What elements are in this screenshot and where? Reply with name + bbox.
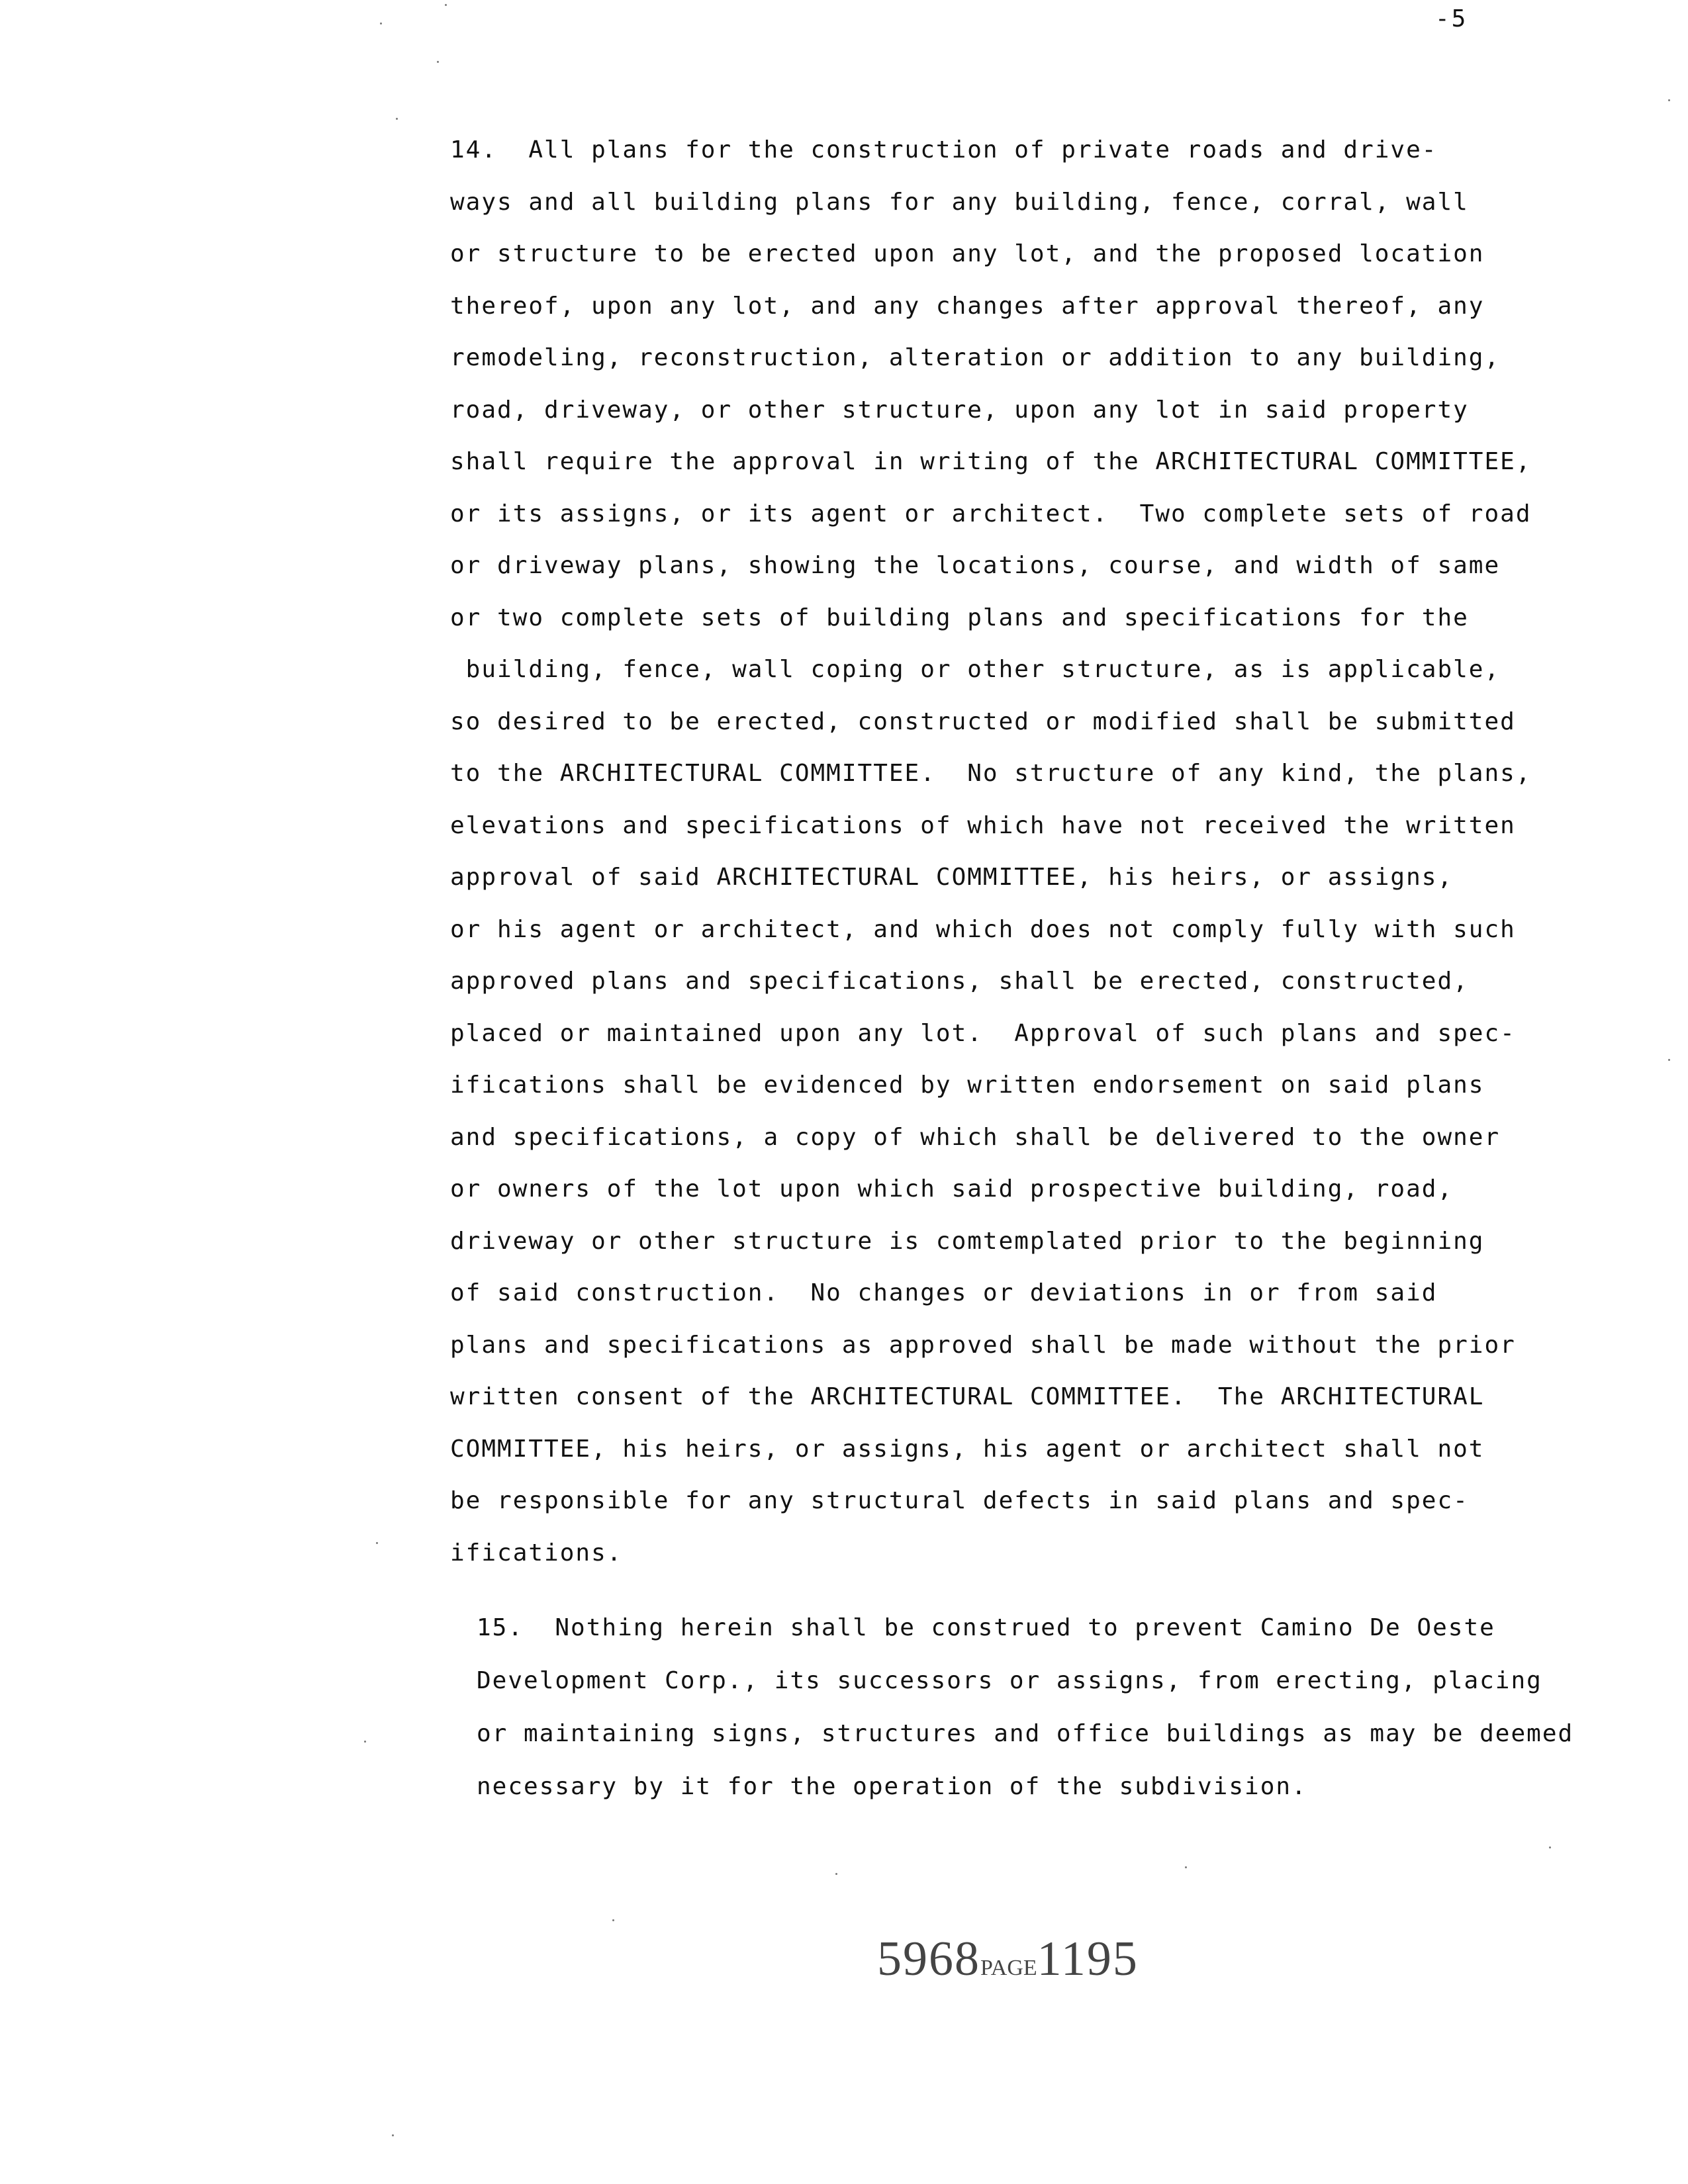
text-line: and specifications, a copy of which shall be delivered to the owner bbox=[450, 1123, 1501, 1151]
text-line: 14. All plans for the construction of private roads and drive- bbox=[450, 136, 1438, 163]
text-line: to the ARCHITECTURAL COMMITTEE. No structure of any kind, the plans, bbox=[450, 760, 1532, 787]
text-line: road, driveway, or other structure, upon any lot in said property bbox=[450, 396, 1469, 424]
page-number: -5 bbox=[1435, 5, 1468, 32]
book-page-stamp bbox=[877, 1931, 1139, 1987]
text-line: or maintaining signs, structures and office buildings as may be deemed bbox=[477, 1720, 1574, 1747]
text-line: thereof, upon any lot, and any changes after approval thereof, any bbox=[450, 292, 1485, 320]
page-reference: 1195 bbox=[1037, 1932, 1139, 1986]
text-line: driveway or other structure is comtemplated prior to the beginning bbox=[450, 1227, 1485, 1255]
scan-speck bbox=[392, 2134, 394, 2136]
text-line: or structure to be erected upon any lot, and the proposed location bbox=[450, 240, 1485, 267]
text-line: building, fence, wall coping or other structure, as is applicable, bbox=[450, 656, 1501, 683]
scan-speck bbox=[380, 23, 382, 24]
text-line: necessary by it for the operation of the subdivision. bbox=[477, 1773, 1307, 1800]
text-line: plans and specifications as approved shall be made without the prior bbox=[450, 1331, 1516, 1359]
text-line: of said construction. No changes or deviations in or from said bbox=[450, 1279, 1438, 1306]
scan-speck bbox=[835, 1873, 837, 1875]
text-line: or owners of the lot upon which said prospective building, road, bbox=[450, 1175, 1454, 1203]
scan-speck bbox=[364, 1741, 366, 1743]
text-line: approval of said ARCHITECTURAL COMMITTEE, his heirs, or assigns, bbox=[450, 864, 1454, 891]
page-label: PAGE bbox=[980, 1956, 1037, 1980]
text-line: or driveway plans, showing the locations, course, and width of same bbox=[450, 552, 1501, 579]
scan-speck bbox=[1185, 1866, 1187, 1868]
text-line: shall require the approval in writing of the ARCHITECTURAL COMMITTEE, bbox=[450, 448, 1532, 475]
text-line: or its assigns, or its agent or architect. Two complete sets of road bbox=[450, 500, 1532, 527]
scan-speck bbox=[396, 118, 398, 120]
scan-speck bbox=[376, 1542, 378, 1544]
scan-speck bbox=[612, 1919, 614, 1921]
text-line: written consent of the ARCHITECTURAL COMMITTEE. The ARCHITECTURAL bbox=[450, 1383, 1485, 1410]
scan-speck bbox=[1549, 1846, 1551, 1848]
text-line: remodeling, reconstruction, alteration or addition to any building, bbox=[450, 344, 1501, 371]
text-line: ways and all building plans for any building, fence, corral, wall bbox=[450, 188, 1469, 216]
text-line: 15. Nothing herein shall be construed to prevent Camino De Oeste bbox=[477, 1614, 1495, 1641]
text-line: ifications shall be evidenced by written endorsement on said plans bbox=[450, 1071, 1485, 1099]
paragraph-14 bbox=[450, 124, 1532, 1579]
text-line: be responsible for any structural defects in said plans and spec- bbox=[450, 1487, 1469, 1514]
book-number: 5968 bbox=[877, 1932, 980, 1986]
scan-speck bbox=[1668, 99, 1670, 101]
text-line: so desired to be erected, constructed or modified shall be submitted bbox=[450, 707, 1516, 735]
text-line: placed or maintained upon any lot. Approval of such plans and spec- bbox=[450, 1019, 1516, 1047]
text-line: Development Corp., its successors or assigns, from erecting, placing bbox=[477, 1667, 1542, 1694]
scan-speck bbox=[437, 61, 439, 63]
text-line: approved plans and specifications, shall be erected, constructed, bbox=[450, 968, 1469, 995]
paragraph-15 bbox=[477, 1602, 1573, 1813]
text-line: COMMITTEE, his heirs, or assigns, his agent or architect shall not bbox=[450, 1435, 1485, 1463]
text-line: ifications. bbox=[450, 1539, 623, 1567]
scan-speck bbox=[1668, 1059, 1670, 1061]
text-line: elevations and specifications of which have not received the written bbox=[450, 811, 1516, 839]
scan-speck bbox=[445, 4, 447, 6]
text-line: or his agent or architect, and which does not comply fully with such bbox=[450, 915, 1516, 943]
text-line: or two complete sets of building plans and specifications for the bbox=[450, 604, 1469, 631]
